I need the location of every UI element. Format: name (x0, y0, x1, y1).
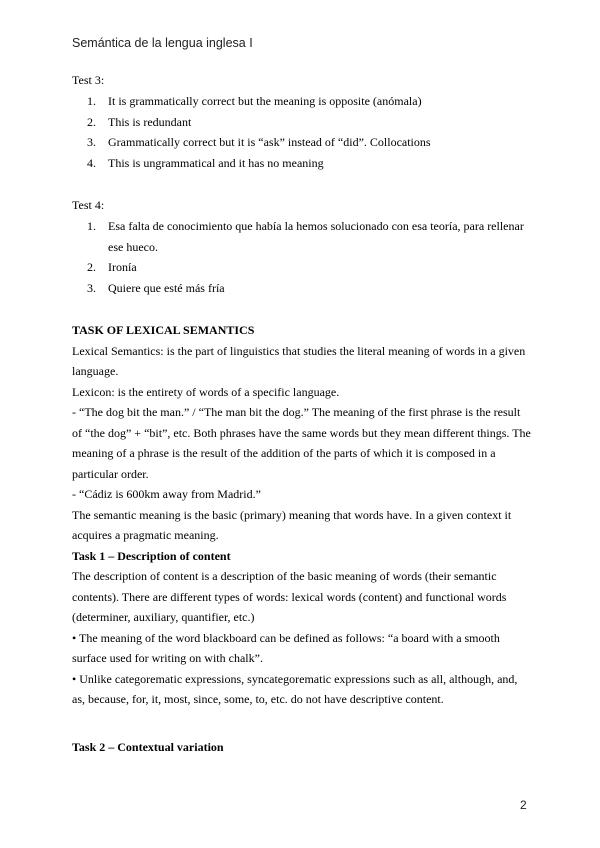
test4-label: Test 4: (72, 198, 105, 212)
paragraph: Lexicon: is the entirety of words of a specific language. (72, 384, 340, 399)
list-item: 2. This is redundant (87, 114, 192, 129)
test3-list (72, 91, 532, 173)
paragraph: The semantic meaning is the basic (primary) meaning that words have. In a given context it acquires a pragmatic meaning. (72, 507, 512, 542)
paragraph: - “The dog bit the man.” / “The man bit the dog.” The meaning of the first phrase is the result of “the dog” + “bit”, etc. Both phrases have the same words but they mean different things. The meaning of a phrase is the result of the addition of the parts of which it is composed in a particular order. (72, 405, 531, 481)
paragraph: • Unlike categorematic expressions, syncategorematic expressions such as all, although, and, as, because, for, it, most, since, some, to, etc. do not have descriptive content. (72, 671, 518, 706)
list-item: 2. Ironía (87, 260, 137, 274)
list-item: 3. Grammatically correct but it is “ask” instead of “did”. Collocations (87, 135, 431, 149)
paragraph: - “Cádiz is 600km away from Madrid.” (72, 487, 261, 501)
lexical-section (72, 320, 532, 710)
test4-list (72, 216, 532, 298)
paragraph: The description of content is a description of the basic meaning of words (their semantic contents). There are different types of words: lexical words (content) and functional words (determiner, auxiliary, quantifier, etc.) (72, 569, 507, 624)
list-item: 1. It is grammatically correct but the meaning is opposite (anómala) (87, 94, 422, 108)
paragraph: • The meaning of the word blackboard can be defined as follows: “a board with a smooth surface used for writing on with chalk”. (72, 630, 500, 665)
section-heading: TASK OF LEXICAL SEMANTICS (72, 323, 255, 337)
test3-label: Test 3: (72, 73, 105, 87)
list-item: 3. Quiere que esté más fría (87, 280, 225, 295)
list-item: 1. Esa falta de conocimiento que había la hemos solucionado con esa teoría, para rellenar ese hueco. (87, 219, 524, 254)
page-header: Semántica de la lengua inglesa I (72, 36, 253, 50)
page-number: 2 (520, 798, 527, 812)
list-item: 4. This is ungrammatical and it has no meaning (87, 155, 324, 170)
task1-heading: Task 1 – Description of content (72, 548, 231, 563)
task2-heading: Task 2 – Contextual variation (72, 740, 224, 754)
paragraph: Lexical Semantics: is the part of linguistics that studies the literal meaning of words in a given language. (72, 343, 526, 378)
